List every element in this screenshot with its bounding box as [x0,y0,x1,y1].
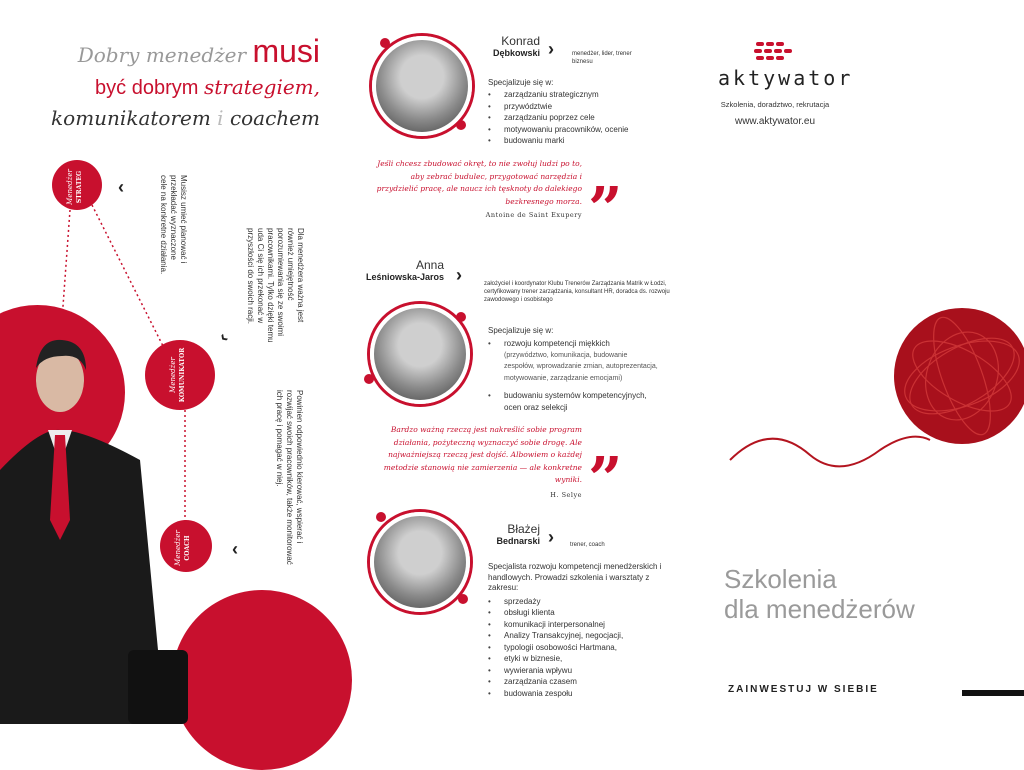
spec-list-blazej [488,596,668,700]
trainer-last-konrad: Dębkowski [492,48,540,58]
role-label-komunikator [169,340,187,410]
headline-line2-b: strategiem, [203,75,320,99]
role-label-coach [174,522,192,574]
quote-2-author: H. Selye [550,490,582,499]
chevron-left-icon: ‹ [232,539,238,559]
trainer-photo-anna [370,304,470,404]
role-name-strateg: STRATEG [76,170,83,204]
list-item: • sprzedaży [488,596,668,608]
quote-1-author: Antoine de Saint Exupery [485,211,582,219]
role-name-komunikator: KOMUNIKATOR [179,347,186,403]
brand-tagline: Szkolenia, doradztwo, rekrutacja [720,100,830,109]
spec-list-anna [488,338,658,350]
spec-label-konrad: Specjalizuje się w: [488,78,554,87]
decor-dot [456,120,466,130]
spec-sub-anna: (przywództwo, komunikacja, budowanie zespołów, wprowadzanie zmian, autoprezentacja, motywowanie, zarządzanie emocjami) [504,351,658,382]
cover-cta: ZAINWESTUJ W SIEBIE [728,684,879,695]
role-text-komunikator: Dla menedżera ważna jest również umiejętność porozumiewania się ze swoimi pracownikami. Tylko dzięki temu uda Ci się ich przekonać w przyszłości do swoich racji. [246,228,305,343]
yarn-ball-image [680,290,1024,490]
headline-line1-b: musi [252,33,320,69]
quote-2-text: Bardzo ważną rzeczą jest nakreślić sobie program działania, pożyteczną wyznaczyć sobie drogę. Ale najważniejszą rzeczą jest dojść. Albowiem o każdej metodzie stanowią nie zamierzenia — ale konkretne wyniki. [383,425,582,484]
list-item: • budowaniu marki [488,135,648,147]
list-item: • zarządzania czasem [488,676,668,688]
cover-title [724,564,984,624]
quote-mark-icon: ” [588,175,623,245]
cover-title-1: Szkolenia [724,564,837,594]
aktywator-logo-mark [754,40,794,66]
list-item: • obsługi klienta [488,607,668,619]
headline-line3-b: i [217,106,224,130]
cover-bar [962,690,1024,696]
trainer-name-blazej [470,522,540,546]
spec-label-anna: Specjalizuje się w: [488,326,554,335]
list-item: • budowaniu systemów kompetencyjnych, ocen oraz selekcji [488,390,658,413]
trainer-role-konrad: menedżer, lider, trener biznesu [572,51,632,65]
decor-dot [458,594,468,604]
chevron-right-icon: › [548,527,554,547]
spec-list-anna-2 [488,390,658,413]
role-title-strateg: Menedżer [66,169,74,205]
trainer-photo-blazej [370,512,470,612]
role-title-coach: Menedżer [174,530,182,566]
trainer-last-anna: Leśniowska-Jaros [365,272,444,282]
trainer-role-anna: założyciel i koordynator Klubu Trenerów Zarządzania Matrik w Łodzi, certyfikowany trener zarządzania, konsultant HR, doradca ds. rozwoju zawodowego i osobistego [484,281,670,303]
list-item: • wywierania wpływu [488,665,668,677]
headline-line3-a: komunikatorem [51,106,211,130]
list-item: • komunikacji interpersonalnej [488,619,668,631]
trainer-last-blazej: Bednarski [496,536,540,546]
list-item: • przywództwie [488,101,648,113]
chevron-left-icon: ‹ [213,327,233,347]
list-item: • typologii osobowości Hartmana, [488,642,668,654]
trainer-spec-anna [488,326,658,413]
role-title-komunikator: Menedżer [169,357,177,393]
spec-list-konrad [488,89,648,147]
trainer-name-konrad [470,34,540,58]
spec-label-blazej: Specjalista rozwoju kompetencji menedżerskich i handlowych. Prowadzi szkolenia i warsztaty z zakresu: [488,562,662,592]
quote-mark-icon: ” [588,445,623,515]
trainer-spec-blazej [488,562,668,699]
trainer-role-blazej: trener, coach [570,542,605,548]
list-item: • Analizy Transakcyjnej, negocjacji, [488,630,668,642]
decor-dot [364,374,374,384]
trainer-first-anna: Anna [415,258,444,272]
decor-dot [376,512,386,522]
chevron-left-icon: ‹ [118,177,124,197]
list-item: • etyki w biznesie, [488,653,668,665]
cover-title-2: dla menedżerów [724,594,915,624]
chevron-right-icon: › [548,39,554,59]
trainer-first-konrad: Konrad [501,34,540,48]
headline-line3-c: coachem [229,106,320,130]
brand-url[interactable]: www.aktywator.eu [734,116,816,127]
list-item: • motywowaniu pracowników, ocenie [488,124,648,136]
quote-1 [370,158,582,222]
chevron-right-icon: › [456,265,462,285]
list-item: • rozwoju kompetencji miękkich [488,338,658,350]
role-text-coach: Powinien odpowiednio kierować, wspierać i rozwijać swoich pracowników, także monitorować ich pracę i pomagać w niej. [275,390,304,565]
role-text-strateg: Musisz umieć planować i przekładać wyznaczone cele na konkretne działania. [159,175,188,275]
decor-dot [456,312,466,322]
trainer-spec-konrad [488,78,648,147]
trainer-name-anna [350,258,444,282]
quote-2 [370,424,582,501]
aktywator-logo-text: aktywator [718,66,854,90]
headline-line1-a: Dobry menedżer [77,43,247,67]
headline-line2-a: być dobrym [95,77,199,99]
trainer-first-blazej: Błażej [507,522,540,536]
list-item: • zarządzaniu poprzez cele [488,112,648,124]
role-name-coach: COACH [184,535,191,561]
decor-dot [380,38,390,48]
list-item: • zarządzaniu strategicznym [488,89,648,101]
quote-1-text: Jeśli chcesz zbudować okręt, to nie zwołuj ludzi po to, aby zebrać budulec, przygotować narzędzia i przydzielić pracę, ale naucz ich tęsknoty do dalekiego bezkresnego morza. [376,159,582,206]
role-label-strateg [66,162,84,212]
list-item: • budowania zespołu [488,688,668,700]
